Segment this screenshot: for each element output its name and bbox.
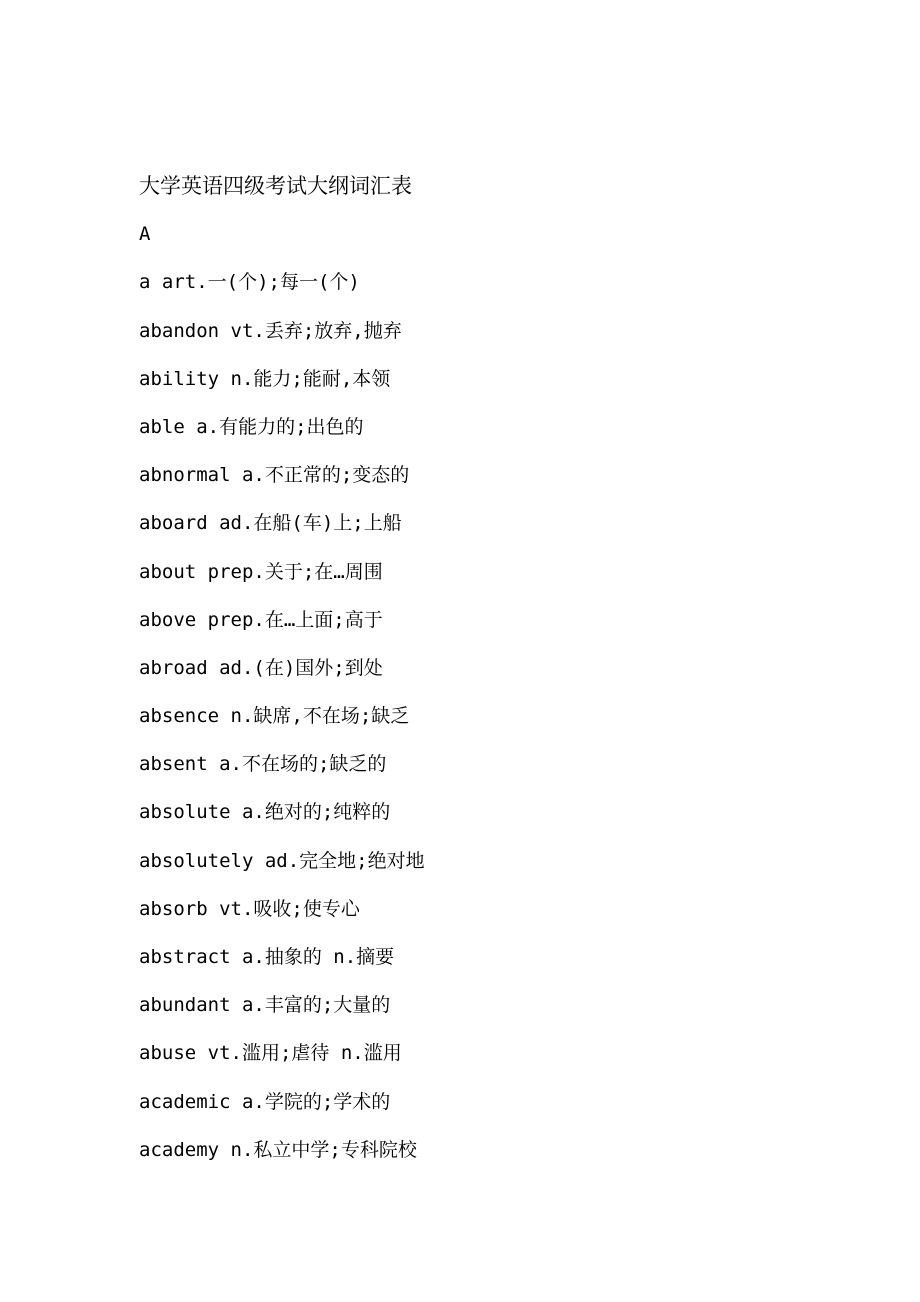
document-title: 大学英语四级考试大纲词汇表 [139,174,412,198]
vocab-entry: about prep.关于;在…周围 [139,560,383,583]
vocab-entry: absent a.不在场的;缺乏的 [139,753,387,776]
vocab-entry: abundant a.丰富的;大量的 [139,994,391,1017]
vocab-entry: abstract a.抽象的 n.摘要 [139,946,395,968]
vocab-entry: ability n.能力;能耐,本领 [139,367,391,390]
document-body [139,162,839,1174]
vocab-entry: aboard ad.在船(车)上;上船 [139,512,402,535]
vocab-entry: absolute a.绝对的;纯粹的 [139,801,391,824]
vocab-entry: above prep.在…上面;高于 [139,608,383,631]
vocab-entry: absolutely ad.完全地;绝对地 [139,849,425,872]
vocab-entry: absorb vt.吸收;使专心 [139,897,360,920]
vocab-entry: abnormal a.不正常的;变态的 [139,464,410,487]
vocab-entry: a art.一(个);每一(个) [139,271,360,294]
vocab-entry: academy n.私立中学;专科院校 [139,1138,417,1161]
vocab-entry: abroad ad.(在)国外;到处 [139,656,383,679]
vocab-entry: academic a.学院的;学术的 [139,1090,391,1113]
vocab-entry: absence n.缺席,不在场;缺乏 [139,705,410,728]
vocab-entry: able a.有能力的;出色的 [139,415,364,438]
vocab-entry: abandon vt.丢弃;放弃,抛弃 [139,319,402,342]
vocab-entry: abuse vt.滥用;虐待 n.滥用 [139,1042,402,1065]
section-letter: A [139,223,151,246]
